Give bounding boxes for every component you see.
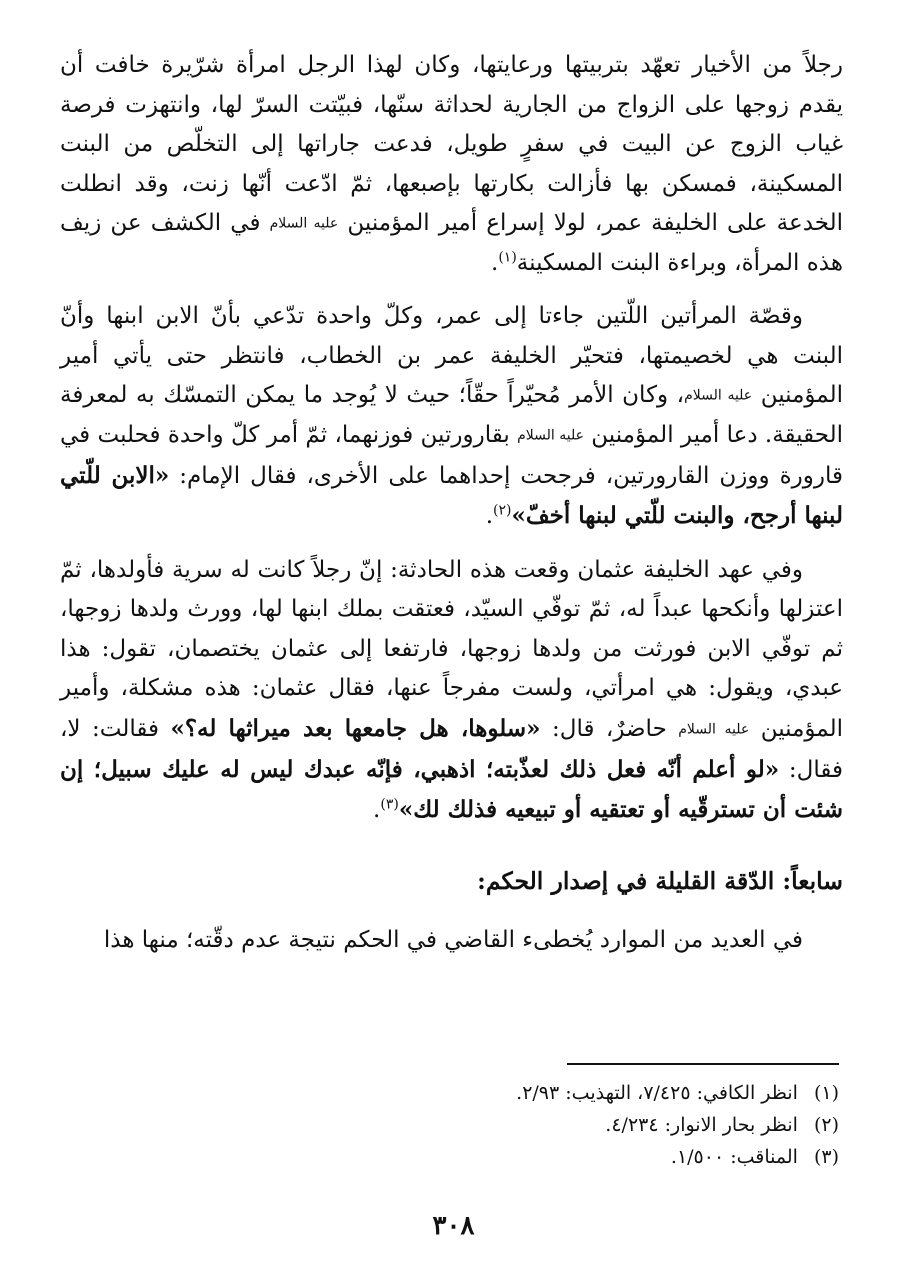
paragraph-2-text-c: بقارورتين فوزنهما، ثمّ أمر كلّ واحدة فحلبت في قارورة ووزن القارورتين، فرجحت إحداهما على الأخرى، فقال الإمام:: [60, 422, 843, 489]
paragraph-4: في العديد من الموارد يُخطىء القاضي في الحكم نتيجة عدم دقّته؛ منها هذا: [103, 926, 803, 953]
footnote-ref-2: (٢): [493, 502, 512, 519]
imam-quote: «الابن للّتي لبنها أرجح، والبنت للّتي لبنها أخفّ»: [60, 461, 843, 530]
paragraph-3: وفي عهد الخليفة عثمان وقعت هذه الحادثة: إنّ رجلاً كانت له سرية فأولدها، ثمّ اعتزلها وأنكحها عبداً له، ثمّ توفّي السيّد، فعتقت بملك ابنها لها، وورث ولدها زوجها، ثم توفّي الابن فورثت من ولدها زوجها، فارتفعا إلى عثمان يختصمان، تقول: هذا عبدي، ويقول: هي امرأتي، ولست مفرجاً عنها، فقال عثمان: هذه مشكلة، وأمير المؤمنين عليه السلام حاضرٌ، قال: «سلوها، هل جامعها بعد ميراثها له؟» فقالت: لا، فقال: «لو أعلم أنّه فعل ذلك لعذّبته؛ اذهبي، فإنّه عبدك ليس له عليك سبيل؛ إن شئت أن تسترقّيه أو تعتقيه أو تبيعيه فذلك لك»$^{(٣)}$.: [60, 556, 844, 823]
paragraph-2-text-a: وقصّة المرأتين اللّتين جاءتا إلى عمر، وكلّ واحدة تدّعي بأنّ الابن ابنها وأنّ البنت هي لخصيمتها، فتحيّر الخليفة عمر بن الخطاب، فانتظر حتى يأتي أمير المؤمنين: [60, 303, 844, 409]
section-heading: سابعاً: الدّقة القليلة في إصدار الحكم:: [477, 866, 843, 895]
paragraph-1-continuation: في الكشف عن زيف هذه المرأة، وبراءة البنت المسكينة: [60, 210, 843, 276]
honorific-glyph: عليه السلام: [517, 427, 584, 444]
page-body: [60, 46, 843, 960]
footnote-number: (٢): [813, 1114, 839, 1136]
honorific-glyph: عليه السلام: [269, 215, 339, 232]
footnote-text: انظر بحار الانوار: ٤/٢٣٤.: [605, 1114, 798, 1136]
footnote-text: انظر الكافي: ٧/٤٢٥، التهذيب: ٢/٩٣.: [516, 1082, 798, 1104]
paragraph-3-text-c: فقالت: لا، فقال:: [60, 715, 843, 783]
paragraph-3-text-a: وفي عهد الخليفة عثمان وقعت هذه الحادثة: إنّ رجلاً كانت له سرية فأولدها، ثمّ اعتزلها وأنكحها عبداً له، ثمّ توفّي السيّد، فعتقت بملك ابنها لها، وورث ولدها زوجها، ثم توفّي الابن فورثت من ولدها زوجها، فارتفعا إلى عثمان يختصمان، تقول: هذا عبدي، ويقول: هي امرأتي، ولست مفرجاً عنها، فقال عثمان: هذه مشكلة، وأمير المؤمنين: [60, 556, 844, 742]
paragraph-1: رجلاً من الأخيار تعهّد بتربيتها ورعايتها، وكان لهذا الرجل امرأة شرّيرة خافت أن يقدم زوجها على الزواج من الجارية لحداثة سنّها، فبيّتت السرّ لها، وانتهزت فرصة غياب الزوج عن البيت في سفرٍ طويل، فدعت جاراتها إلى التخلّص من البنت المسكينة، فمسكن بها فأزالت بكارتها بإصبعها، ثمّ ادّعت أنّها زنت، وقد انطلت الخدعة على الخليفة عمر، لولا إسراع أمير المؤمنين عليه السلام في الكشف عن زيف هذه المرأة، وبراءة البنت المسكينة$^{(١)}$.: [60, 52, 844, 276]
imam-quote: «سلوها، هل جامعها بعد ميراثها له؟»: [170, 714, 541, 742]
footnote-item: [516, 1109, 839, 1141]
footnote-number: (١): [813, 1082, 839, 1104]
footnote-item: [516, 1077, 839, 1109]
footnote-divider: [567, 1063, 839, 1065]
paragraph-3-text-b: حاضرٌ، قال:: [540, 715, 667, 742]
footnote-number: (٣): [813, 1146, 839, 1168]
footnotes: [516, 1077, 839, 1173]
footnote-item: [516, 1141, 839, 1173]
paragraph-2: وقصّة المرأتين اللّتين جاءتا إلى عمر، وكلّ واحدة تدّعي بأنّ الابن ابنها وأنّ البنت هي لخصيمتها، فتحيّر الخليفة عمر بن الخطاب، فانتظر حتى يأتي أمير المؤمنين عليه السلام، وكان الأمر مُحيّراً حقّاً؛ حيث لا يُوجد ما يمكن التمسّك به لمعرفة الحقيقة. دعا أمير المؤمنين عليه السلام بقارورتين فوزنهما، ثمّ أمر كلّ واحدة فحلبت في قارورة ووزن القارورتين، فرجحت إحداهما على الأخرى، فقال الإمام: «الابن للّتي لبنها أرجح، والبنت للّتي لبنها أخفّ»$^{(٢)}$.: [60, 303, 844, 530]
imam-quote: «لو أعلم أنّه فعل ذلك لعذّبته؛ اذهبي، فإنّه عبدك ليس له عليك سبيل؛ إن شئت أن تسترقّيه أو تعتقيه أو تبيعيه فذلك لك»: [60, 755, 843, 823]
footnote-text: المناقب: ١/٥٠٠.: [670, 1146, 798, 1168]
honorific-glyph: عليه السلام: [684, 387, 753, 404]
page-number: ٣٠٨: [432, 1211, 475, 1241]
footnote-ref-3: (٣): [380, 796, 399, 813]
honorific-glyph: عليه السلام: [678, 721, 750, 737]
footnote-ref-1: (١): [498, 249, 517, 266]
paragraph-2-text-b: ، وكان الأمر مُحيّراً حقّاً؛ حيث لا يُوجد ما يمكن التمسّك به لمعرفة الحقيقة. دعا أمير المؤمنين: [60, 382, 843, 448]
paragraph-1-text: رجلاً من الأخيار تعهّد بتربيتها ورعايتها، وكان لهذا الرجل امرأة شرّيرة خافت أن يقدم زوجها على الزواج من الجارية لحداثة سنّها، فبيّتت السرّ لها، وانتهزت فرصة غياب الزوج عن البيت في سفرٍ طويل، فدعت جاراتها إلى التخلّص من البنت المسكينة، فمسكن بها فأزالت بكارتها بإصبعها، ثمّ ادّعت أنّها زنت، وقد انطلت الخدعة على الخليفة عمر، لولا إسراع أمير المؤمنين: [60, 52, 844, 236]
